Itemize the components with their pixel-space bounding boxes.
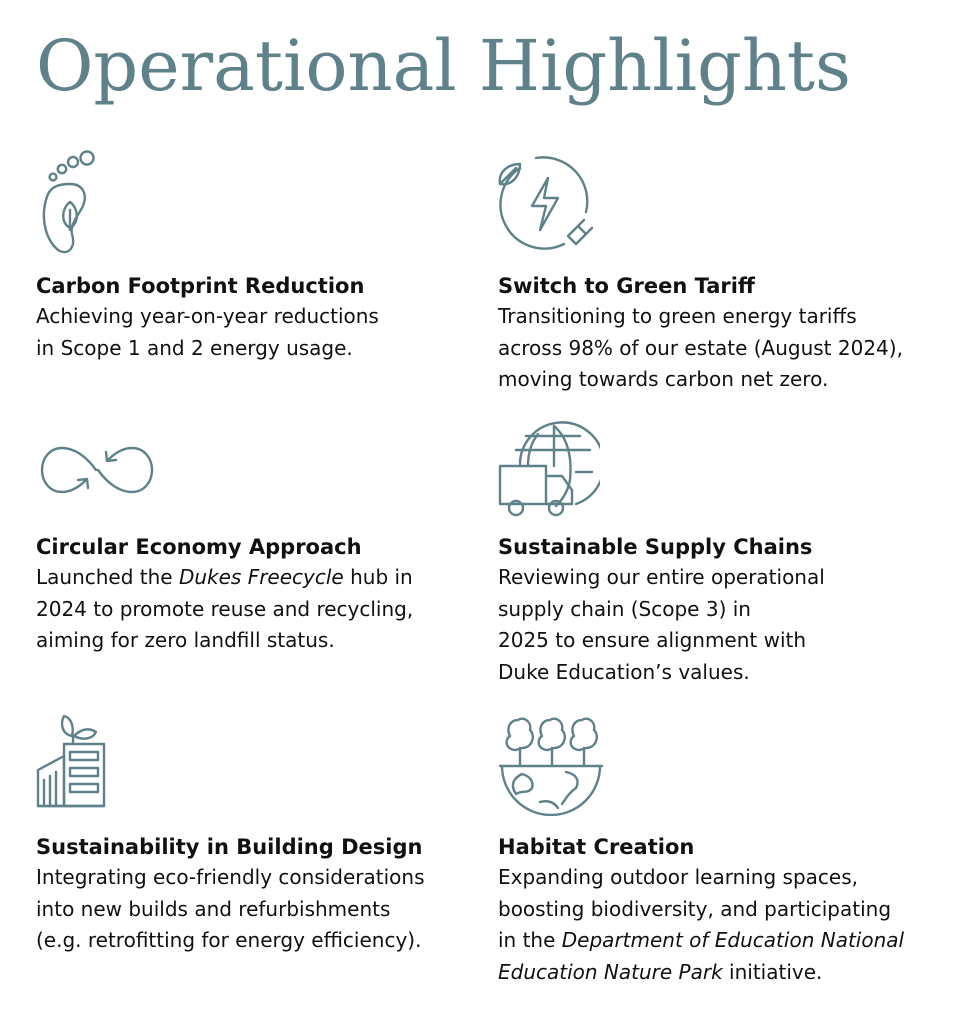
item-text-line: 2025 to ensure alignment with — [498, 628, 807, 652]
item-heading: Sustainable Supply Chains — [498, 535, 813, 559]
trees-globe-icon — [496, 710, 606, 816]
item-text-line: into new builds and refurbishments — [36, 896, 391, 921]
item-heading: Switch to Green Tariff — [498, 274, 755, 298]
globe-truck-icon — [496, 420, 600, 520]
item-text-line: Expanding outdoor learning spaces, — [498, 865, 858, 889]
item-building-design — [36, 832, 486, 957]
item-text-line: moving towards carbon net zero. — [498, 367, 829, 391]
item-circular-economy — [36, 532, 486, 657]
item-habitat-creation — [498, 832, 948, 988]
page-title: Operational Highlights — [36, 25, 851, 107]
item-heading: Sustainability in Building Design — [36, 835, 423, 859]
item-supply-chains — [498, 532, 948, 688]
item-text-line: in the Department of Education National — [498, 928, 905, 952]
item-carbon-footprint — [36, 271, 486, 364]
item-text-line: in Scope 1 and 2 energy usage. — [36, 335, 353, 360]
item-green-tariff — [498, 271, 948, 396]
lightning-plug-icon — [494, 150, 598, 254]
item-text-line: boosting biodiversity, and participating — [498, 896, 892, 921]
item-heading: Habitat Creation — [498, 835, 695, 859]
item-text-line: Integrating eco-friendly considerations — [36, 865, 425, 889]
item-text-line: Transitioning to green energy tariffs — [498, 304, 857, 328]
footprint-leaf-icon — [30, 146, 100, 256]
item-text-line: 2024 to promote reuse and recycling, — [36, 596, 414, 621]
item-heading: Carbon Footprint Reduction — [36, 274, 365, 298]
item-text-line: across 98% of our estate (August 2024), — [498, 335, 903, 360]
item-text-line: Reviewing our entire operational — [498, 565, 825, 589]
item-text-line: supply chain (Scope 3) in — [498, 596, 751, 621]
item-text-line: (e.g. retrofitting for energy efficiency). — [36, 928, 422, 952]
item-text-line: aiming for zero landfill status. — [36, 628, 335, 652]
item-text-line: Education Nature Park initiative. — [498, 959, 823, 984]
building-plant-icon — [34, 710, 112, 810]
item-text-line: Achieving year-on-year reductions — [36, 304, 379, 328]
item-heading: Circular Economy Approach — [36, 535, 362, 559]
item-text-line: Launched the Dukes Freecycle hub in — [36, 565, 413, 589]
infinity-arrows-icon — [38, 440, 156, 500]
item-text-line: Duke Education’s values. — [498, 659, 750, 684]
